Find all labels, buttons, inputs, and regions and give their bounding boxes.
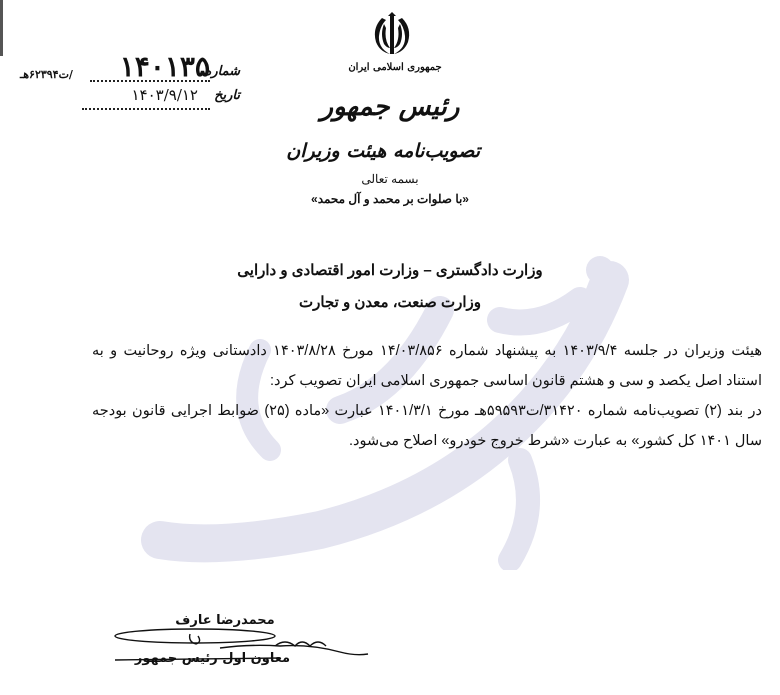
republic-label: جمهوری اسلامی ایران: [348, 62, 442, 73]
decree-body: [92, 336, 762, 456]
date-dotted-line: [82, 108, 210, 110]
decree-paragraph-2: در بند (۲) تصویب‌نامه شماره ۳۱۴۲۰/ت۵۹۵۹۳هـ مورخ ۱۴۰۱/۳/۱ عبارت «ماده (۲۵) ضوابط اجرایی قانون بودجه سال ۱۴۰۱ کل کشور» به عبارت «شرط خروج خودرو» اصلاح می‌شود.: [92, 403, 762, 449]
number-value: ۱۴۰۱۳۵: [119, 50, 210, 83]
decree-paragraph-1: هیئت وزیران در جلسه ۱۴۰۳/۹/۴ به پیشنهاد شماره ۱۴/۰۳/۸۵۶ مورخ ۱۴۰۳/۸/۲۸ دادستانی ویژه روحانیت و به استناد اصل یکصد و سی و هشتم قانون اساسی جمهوری اسلامی ایران تصویب کرد:: [92, 343, 762, 389]
iran-emblem-icon: [370, 12, 414, 58]
scan-edge-bar: [0, 0, 3, 56]
recipients-line-2: وزارت صنعت، معدن و تجارت: [299, 294, 481, 311]
date-label: تاریخ: [214, 88, 240, 103]
recipients-block: [200, 255, 580, 319]
number-reference: /ت۶۲۳۹۴هـ: [20, 68, 73, 81]
date-value: ۱۴۰۳/۹/۱۲: [131, 86, 198, 104]
number-dotted-line: [90, 80, 210, 82]
signatory-title: معاون اول رئیس جمهور: [134, 651, 291, 666]
signatory-name: محمدرضا عارف: [175, 613, 275, 628]
salawat-text: «با صلوات بر محمد و آل محمد»: [311, 192, 469, 206]
document-type-title: تصویب‌نامه هیئت وزیران: [286, 140, 480, 162]
recipients-line-1: وزارت دادگستری – وزارت امور اقتصادی و دارایی: [237, 262, 543, 279]
number-label: شماره: [204, 64, 240, 79]
office-title: رئیس جمهور: [320, 92, 460, 122]
bismillah-text: بسمه تعالی: [361, 172, 419, 186]
